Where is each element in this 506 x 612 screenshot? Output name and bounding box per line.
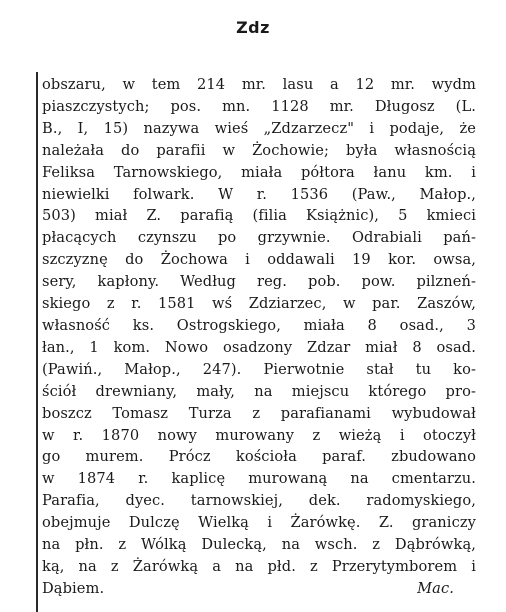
text-line: skiego z r. 1581 wś Zdziarzec, w par. Zaszów, (42, 295, 476, 313)
text-column (42, 74, 476, 600)
column-rule (36, 72, 38, 612)
last-line-text: Dąbiem. (42, 579, 105, 597)
text-line: łan., 1 kom. Nowo osadzony Zdzar miał 8 osad. (42, 338, 476, 356)
author-signature: Mac. (417, 579, 454, 597)
text-line: szczyznę do Żochowa i oddawali 19 kor. owsa, (42, 251, 476, 269)
page-header: Zdz (236, 18, 270, 37)
text-line: piaszczystych; pos. mn. 1128 mr. Długosz (L. (42, 97, 476, 115)
text-line: B., I, 15) nazywa wieś „Zdzarzecz" i podaje, że (42, 119, 476, 137)
text-line: 503) miał Z. parafią (filia Książnic), 5 kmieci (42, 207, 476, 225)
text-line: boszcz Tomasz Turza z parafianami wybudował (42, 404, 476, 422)
text-line: niewielki folwark. W r. 1536 (Paw., Małop., (42, 185, 476, 203)
text-line: płacących czynszu po grzywnie. Odrabiali pań- (42, 229, 476, 247)
text-line: Parafia, dyec. tarnowskiej, dek. radomyskiego, (42, 492, 476, 510)
text-line: obszaru, w tem 214 mr. lasu a 12 mr. wydm (42, 76, 476, 93)
text-line: obejmuje Dulczę Wielką i Żarówkę. Z. graniczy (42, 514, 476, 532)
text-line: własność ks. Ostrogskiego, miała 8 osad., 3 (42, 316, 476, 334)
text-line: należała do parafii w Żochowie; była własnością (42, 141, 476, 159)
last-line (42, 578, 476, 600)
text-line: go murem. Prócz kościoła paraf. zbudowano (42, 448, 476, 466)
text-line: sery, kapłony. Według reg. pob. pow. pilzneń- (42, 273, 476, 291)
text-line: na płn. z Wólką Dulecką, na wsch. z Dąbrówką, (42, 536, 476, 554)
text-line: ściół drewniany, mały, na miejscu którego pro- (42, 382, 476, 400)
text-line: w 1874 r. kaplicę murowaną na cmentarzu. (42, 470, 476, 488)
text-line: ką, na z Żarówką a na płd. z Przerytymborem i (42, 557, 476, 575)
text-line: (Pawiń., Małop., 247). Pierwotnie stał tu ko- (42, 360, 476, 378)
text-line: w r. 1870 nowy murowany z wieżą i otoczył (42, 426, 476, 444)
text-line: Feliksa Tarnowskiego, miała półtora łanu km. i (42, 163, 476, 181)
